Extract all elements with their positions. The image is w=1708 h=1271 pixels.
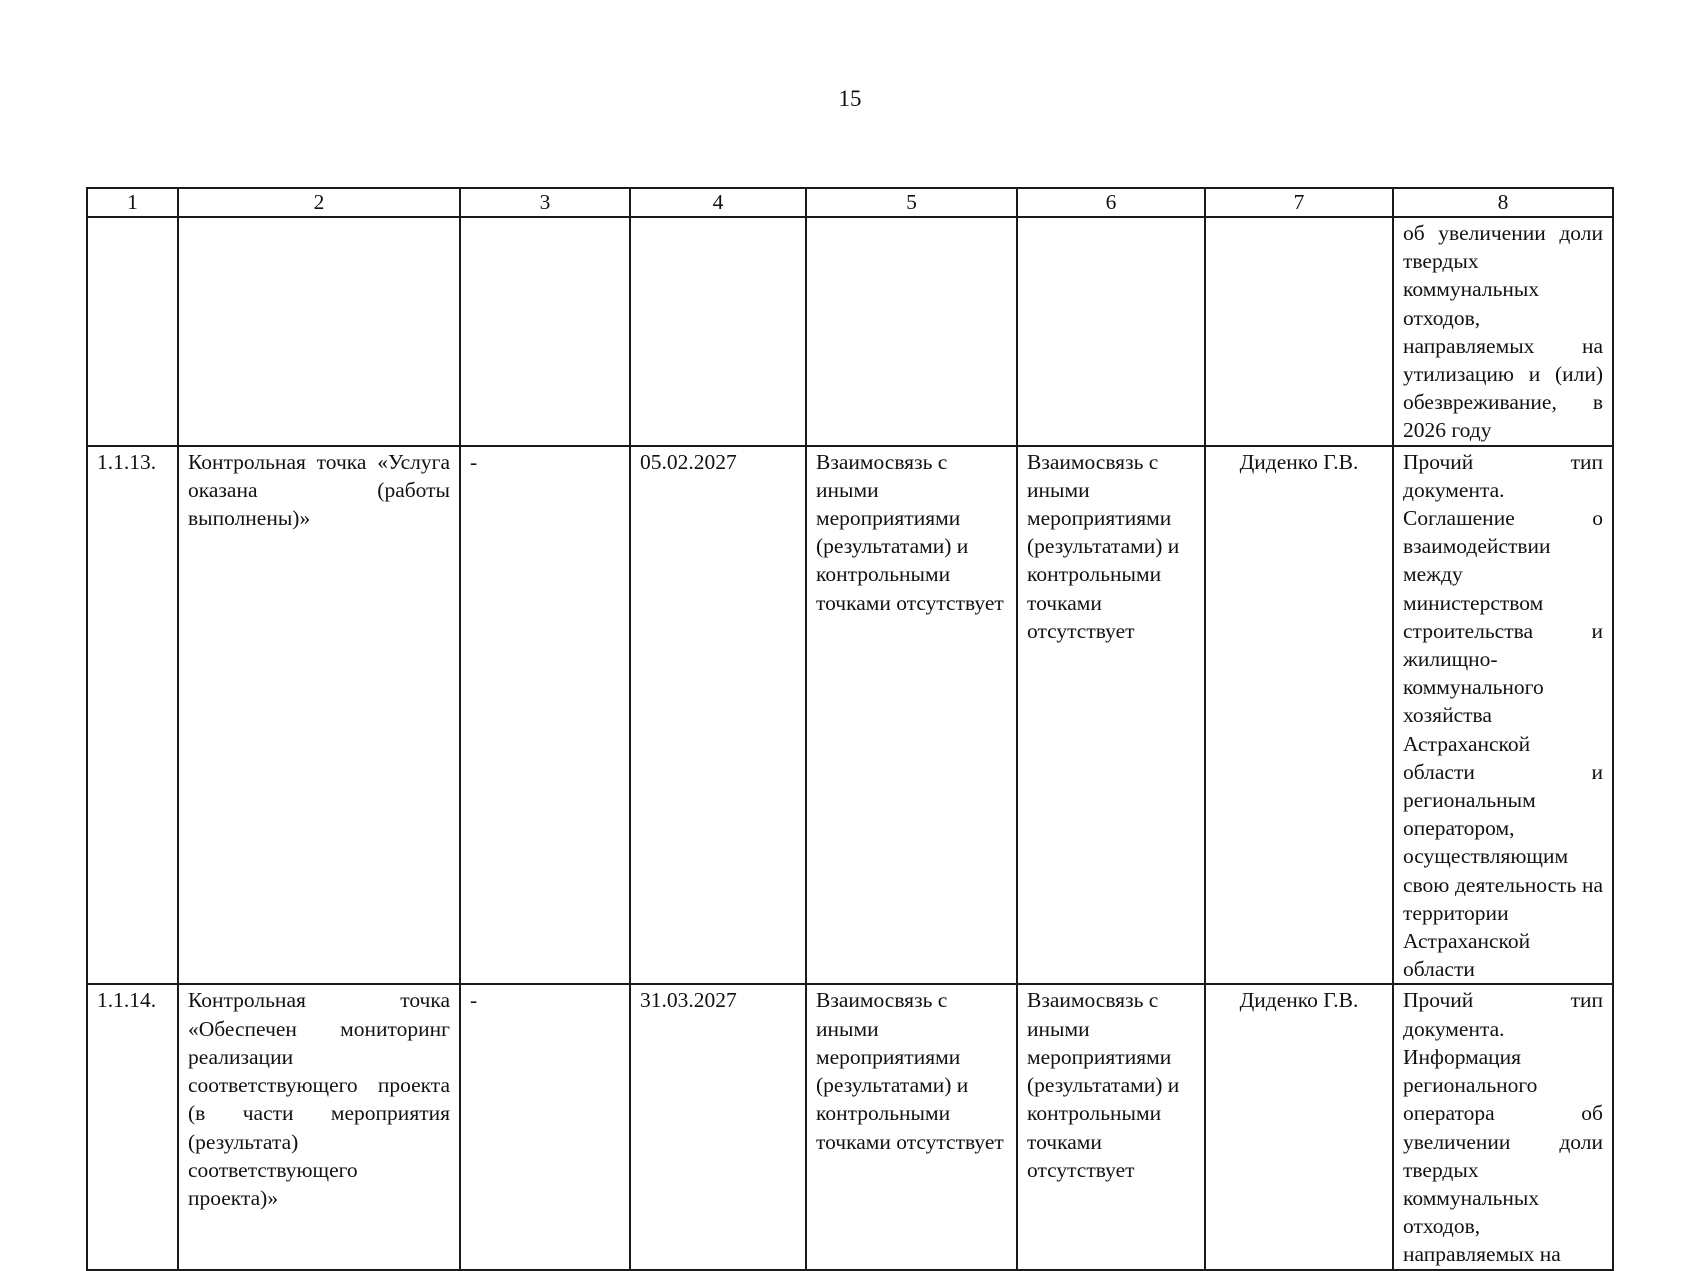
cell-col3: -	[460, 446, 630, 985]
cell-col3	[460, 217, 630, 446]
cell-responsible	[1205, 217, 1393, 446]
table-row	[87, 984, 1613, 1269]
column-header: 7	[1205, 188, 1393, 217]
cell-document: об увеличении доли твердых коммунальных отходов, направляемых на утилизацию и (или) обезвреживание, в 2026 году	[1393, 217, 1613, 446]
cell-name	[178, 217, 460, 446]
table-row	[87, 446, 1613, 985]
cell-responsible: Диденко Г.В.	[1205, 984, 1393, 1269]
cell-number	[87, 217, 178, 446]
cell-name: Контрольная точка «Услуга оказана (работы выполнены)»	[178, 446, 460, 985]
cell-responsible: Диденко Г.В.	[1205, 446, 1393, 985]
cell-col6: Взаимосвязь с иными мероприятиями (результатами) и контрольными точками отсутствует	[1017, 446, 1205, 985]
cell-col6: Взаимосвязь с иными мероприятиями (результатами) и контрольными точками отсутствует	[1017, 984, 1205, 1269]
cell-col5: Взаимосвязь с иными мероприятиями (результатами) и контрольными точками отсутствует	[806, 446, 1017, 985]
column-header: 5	[806, 188, 1017, 217]
table-row	[87, 217, 1613, 446]
cell-number: 1.1.14.	[87, 984, 178, 1269]
column-header: 2	[178, 188, 460, 217]
column-header: 6	[1017, 188, 1205, 217]
column-header: 1	[87, 188, 178, 217]
table-header-row	[87, 188, 1613, 217]
column-header: 3	[460, 188, 630, 217]
cell-col6	[1017, 217, 1205, 446]
cell-col3: -	[460, 984, 630, 1269]
column-header: 4	[630, 188, 806, 217]
cell-date: 31.03.2027	[630, 984, 806, 1269]
column-header: 8	[1393, 188, 1613, 217]
cell-document: Прочий тип документа. Соглашение о взаимодействии между министерством строительства и жилищно-коммунального хозяйства Астраханской области и региональным оператором, осуществляющим свою деятельность на территории Астраханской области	[1393, 446, 1613, 985]
cell-date: 05.02.2027	[630, 446, 806, 985]
page-number: 15	[838, 86, 862, 111]
cell-col5: Взаимосвязь с иными мероприятиями (результатами) и контрольными точками отсутствует	[806, 984, 1017, 1269]
cell-date	[630, 217, 806, 446]
cell-number: 1.1.13.	[87, 446, 178, 985]
cell-document: Прочий тип документа. Информация регионального оператора об увеличении доли твердых коммунальных отходов, направляемых на	[1393, 984, 1613, 1269]
cell-col5	[806, 217, 1017, 446]
document-table	[86, 187, 1614, 1271]
cell-name: Контрольная точка «Обеспечен мониторинг реализации соответствующего проекта (в части мероприятия (результата) соответствующего проекта)»	[178, 984, 460, 1269]
